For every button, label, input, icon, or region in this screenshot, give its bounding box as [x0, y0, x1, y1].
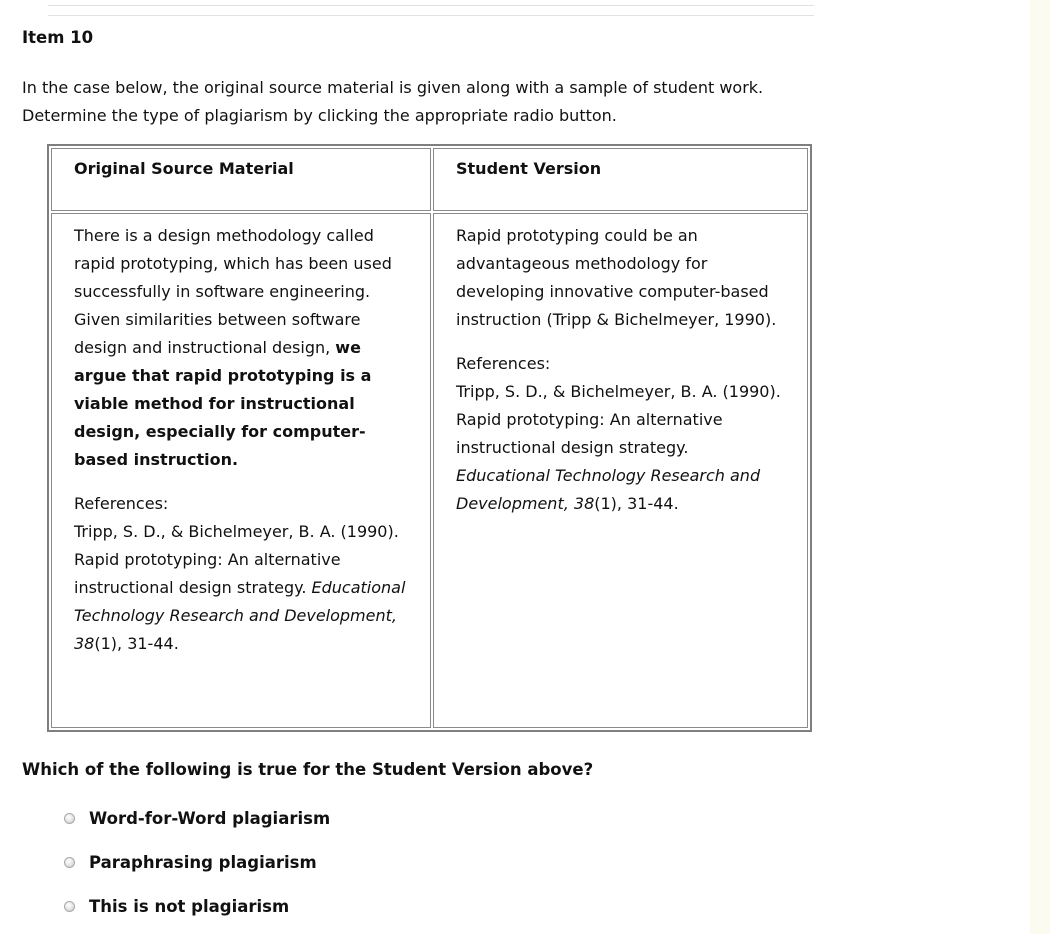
option-label: This is not plagiarism [89, 896, 290, 916]
student-reference [456, 378, 787, 518]
table-header-row [51, 148, 808, 211]
table-content-row [51, 213, 808, 728]
original-passage-plain: There is a design methodology called rapid prototyping, which has been used successfully in software engineering. Given similarities between software design and instructional design, [74, 226, 392, 357]
student-passage: Rapid prototyping could be an advantageous methodology for developing innovative computer-based instruction (Tripp & Bichelmeyer, 1990). [456, 226, 777, 329]
original-passage [74, 222, 410, 474]
question-text: Which of the following is true for the Student Version above? [22, 760, 594, 779]
radio-button[interactable] [64, 813, 75, 824]
option-paraphrasing[interactable] [64, 850, 317, 874]
instructions-text: In the case below, the original source material is given along with a sample of student work. Determine the type of plagiarism by clicking the appropriate radio button. [22, 78, 764, 125]
student-reference-issue: (1), 31-44. [594, 494, 679, 513]
option-word-for-word[interactable] [64, 806, 330, 830]
option-not-plagiarism[interactable] [64, 894, 289, 918]
original-reference [74, 518, 410, 658]
option-label: Paraphrasing plagiarism [89, 852, 317, 872]
divider-line [48, 5, 814, 6]
divider-line [48, 15, 814, 16]
original-references-label: References: [74, 494, 169, 513]
item-title: Item 10 [22, 28, 94, 47]
header-student: Student Version [433, 148, 808, 211]
original-reference-journal: Educational Technology Research and Development, 38 [74, 578, 406, 653]
original-reference-issue: (1), 31-44. [94, 634, 179, 653]
radio-button[interactable] [64, 901, 75, 912]
comparison-table [47, 144, 812, 732]
option-label: Word-for-Word plagiarism [89, 808, 331, 828]
header-original: Original Source Material [51, 148, 431, 211]
page-gutter [1030, 0, 1050, 934]
radio-button[interactable] [64, 857, 75, 868]
student-reference-journal: Educational Technology Research and Development, 38 [456, 466, 761, 513]
original-reference-text: Tripp, S. D., & Bichelmeyer, B. A. (1990). Rapid prototyping: An alternative instructional design strategy. [74, 522, 399, 597]
original-source-cell [51, 213, 431, 728]
student-reference-text: Tripp, S. D., & Bichelmeyer, B. A. (1990). Rapid prototyping: An alternative instructional design strategy. [456, 382, 781, 457]
student-version-cell [433, 213, 808, 728]
student-references-label: References: [456, 354, 551, 373]
original-passage-bold: we argue that rapid prototyping is a viable method for instructional design, especially for computer-based instruction. [74, 338, 372, 469]
